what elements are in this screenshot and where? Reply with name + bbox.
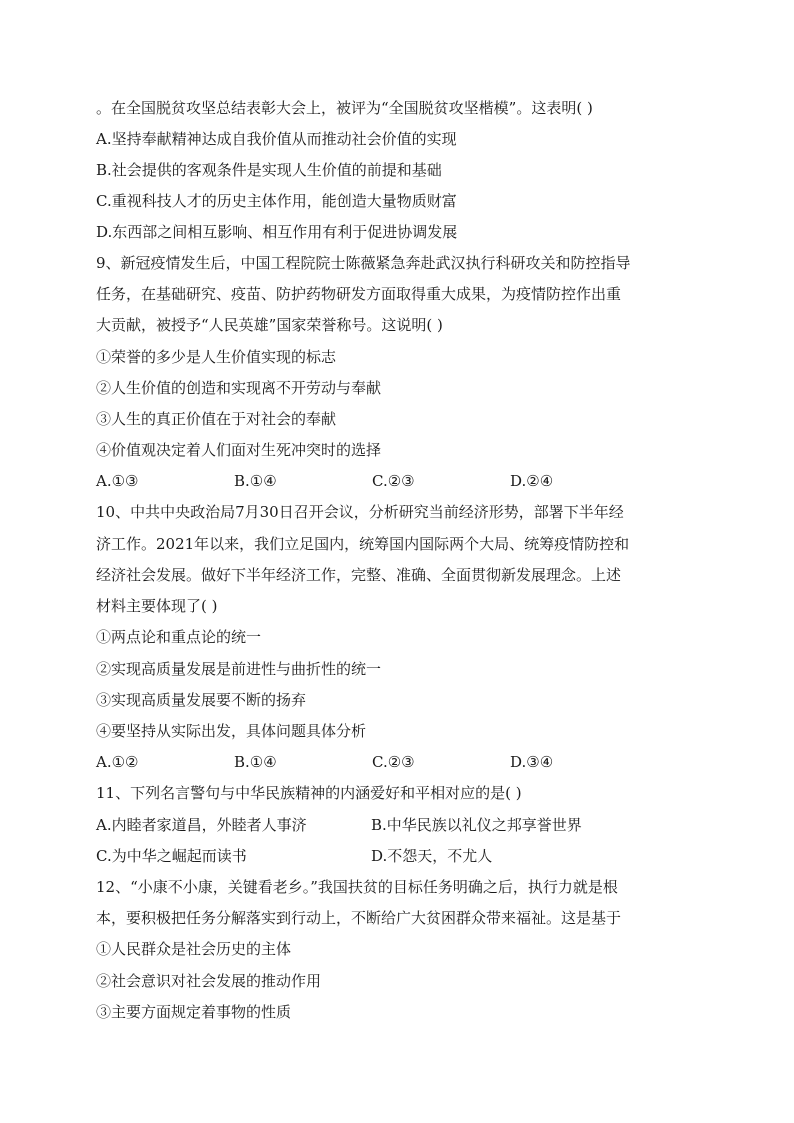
q11-option-b: B.中华民族以礼仪之邦享誉世界	[371, 816, 582, 834]
q12-stem-line-2: 本，要积极把任务分解落实到行动上，不断给广大贫困群众带来福祉。这是基于	[96, 909, 622, 927]
q10-statement-2: ②实现高质量发展是前进性与曲折性的统一	[96, 660, 382, 678]
q10-stem-line-4: 材料主要体现了( )	[96, 597, 218, 615]
q9-statement-1: ①荣誉的多少是人生价值实现的标志	[96, 348, 337, 366]
q8-stem-tail: 。在全国脱贫攻坚总结表彰大会上，被评为“全国脱贫攻坚楷模”。这表明( )	[96, 99, 593, 117]
q8-option-a: A.坚持奉献精神达成自我价值从而推动社会价值的实现	[96, 130, 457, 148]
q10-option-a: A.①②	[96, 753, 139, 771]
q9-statement-4: ④价值观决定着人们面对生死冲突时的选择	[96, 441, 382, 459]
q11-option-c: C.为中华之崛起而读书	[96, 847, 247, 865]
q12-statement-1: ①人民群众是社会历史的主体	[96, 940, 292, 958]
q9-stem-line-2: 任务，在基础研究、疫苗、防护药物研发方面取得重大成果，为疫情防控作出重	[96, 285, 622, 303]
q10-stem-line-2: 济工作。2021年以来，我们立足国内，统筹国内国际两个大局、统筹疫情防控和	[96, 535, 630, 553]
q9-stem-line-1: 9、新冠疫情发生后，中国工程院院士陈薇紧急奔赴武汉执行科研攻关和防控指导	[96, 254, 631, 272]
q9-statement-2: ②人生价值的创造和实现离不开劳动与奉献	[96, 379, 382, 397]
q9-option-d: D.②④	[510, 472, 554, 490]
q10-stem-line-1: 10、中共中央政治局7月30日召开会议，分析研究当前经济形势，部署下半年经	[96, 503, 624, 521]
q12-statement-3: ③主要方面规定着事物的性质	[96, 1003, 292, 1021]
q9-stem-line-3: 大贡献，被授予“人民英雄”国家荣誉称号。这说明( )	[96, 316, 443, 334]
q10-statement-3: ③实现高质量发展要不断的扬弃	[96, 691, 307, 709]
q9-option-c: C.②③	[372, 472, 415, 490]
q8-option-b: B.社会提供的客观条件是实现人生价值的前提和基础	[96, 161, 442, 179]
q9-option-b: B.①④	[234, 472, 277, 490]
q10-stem-line-3: 经济社会发展。做好下半年经济工作，完整、准确、全面贯彻新发展理念。上述	[96, 566, 622, 584]
q10-option-d: D.③④	[510, 753, 554, 771]
q11-option-d: D.不怨天，不尤人	[371, 847, 493, 865]
q8-option-d: D.东西部之间相互影响、相互作用有利于促进协调发展	[96, 223, 458, 241]
q10-option-b: B.①④	[234, 753, 277, 771]
q10-option-c: C.②③	[372, 753, 415, 771]
q9-statement-3: ③人生的真正价值在于对社会的奉献	[96, 410, 337, 428]
q11-stem: 11、下列名言警句与中华民族精神的内涵爱好和平相对应的是( )	[96, 784, 522, 802]
q12-statement-2: ②社会意识对社会发展的推动作用	[96, 972, 322, 990]
q10-statement-1: ①两点论和重点论的统一	[96, 628, 262, 646]
q8-option-c: C.重视科技人才的历史主体作用，能创造大量物质财富	[96, 192, 457, 210]
q12-stem-line-1: 12、“小康不小康，关键看老乡。”我国扶贫的目标任务明确之后，执行力就是根	[96, 878, 618, 896]
q11-option-a: A.内睦者家道昌，外睦者人事济	[96, 816, 307, 834]
q9-option-a: A.①③	[96, 472, 139, 490]
q10-statement-4: ④要坚持从实际出发，具体问题具体分析	[96, 722, 367, 740]
